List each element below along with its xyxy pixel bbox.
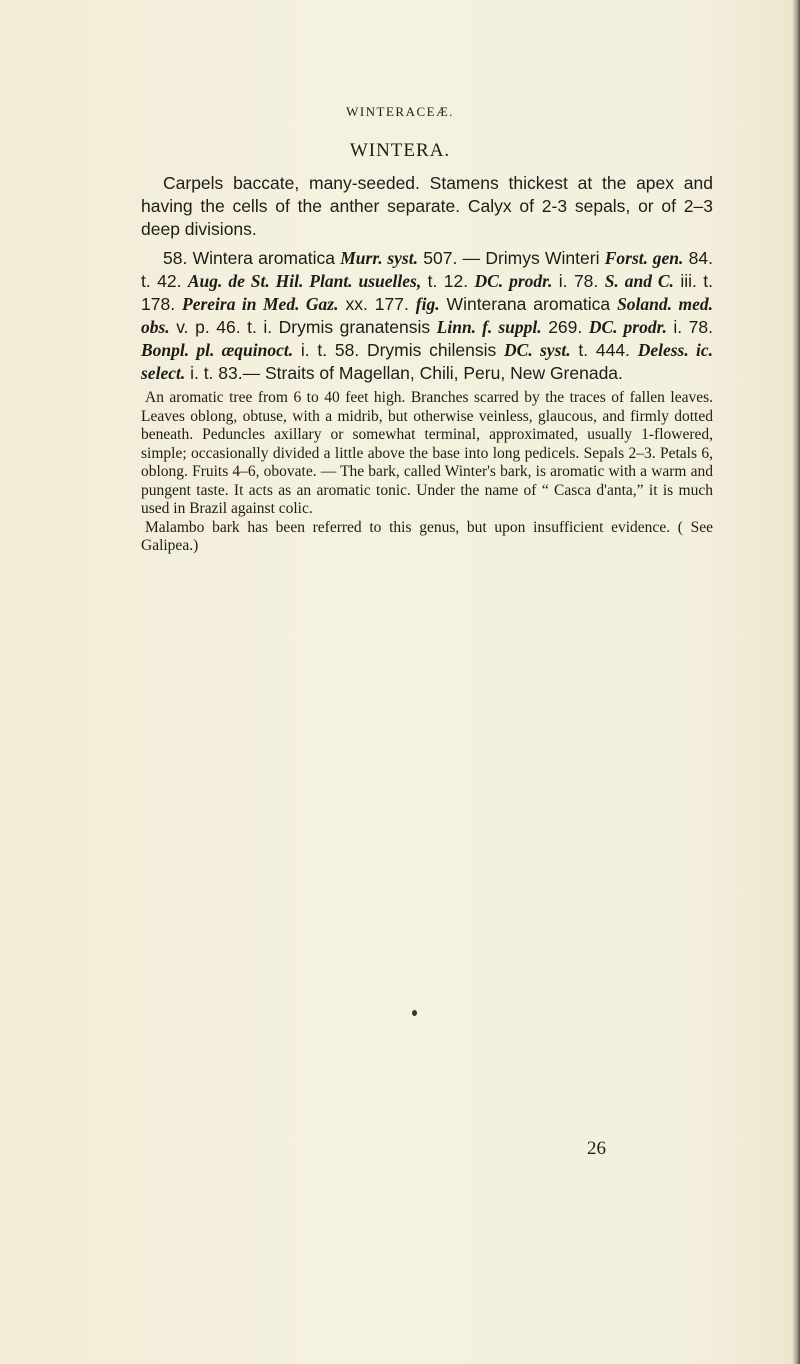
page-number: 26 <box>587 1138 606 1159</box>
citation: Forst. gen. <box>604 248 684 268</box>
genus-note: Malambo bark has been referred to this genus, but upon insufficient evidence. ( See Galipea.) <box>141 518 713 554</box>
citation: Linn. f. suppl. <box>436 317 542 337</box>
citation: fig. <box>415 294 440 314</box>
citation: Aug. de St. Hil. Plant. usuelles, <box>187 271 422 291</box>
citation: S. and C. <box>604 271 674 291</box>
species-number: 58. <box>163 248 188 268</box>
ink-speck <box>412 1010 417 1016</box>
citation: Deless. ic. select. <box>141 340 713 383</box>
citation: Pereira in Med. Gaz. <box>182 294 339 314</box>
citation: Soland. med. obs. <box>141 294 713 337</box>
text-body <box>141 172 713 556</box>
citation: Murr. syst. <box>340 248 418 268</box>
species-description: An aromatic tree from 6 to 40 feet high. Branches scarred by the traces of fallen leaves. Leaves oblong, obtuse, with a midrib, but otherwise veinless, glaucous, and firmly dotted beneath. Peduncles axillary or somewhat terminal, approximated, usually 1-flowered, simple; occasionally divided a little above the base into long pedicels. Sepals 2–3. Petals 6, oblong. Fruits 4–6, obovate. — The bark, called Winter's bark, is aromatic with a warm and pungent taste. It acts as an aromatic tonic. Under the name of “ Casca d'anta,” it is much used in Brazil against colic. <box>141 389 713 517</box>
citation: Bonpl. pl. æquinoct. <box>141 340 294 360</box>
citation: DC. prodr. <box>588 317 667 337</box>
citation: DC. prodr. <box>474 271 553 291</box>
species-entry: 58. Wintera aromatica Murr. syst. 507. — Drimys Winteri Forst. gen. 84. t. 42. Aug. de St. Hil. Plant. usuelles, t. 12. DC. prodr. i. 78. S. and C. iii. t. 178. Pereira in Med. Gaz. xx. 177. fig. Winterana aromatica Soland. med. obs. v. p. 46. t. i. Drymis granatensis Linn. f. suppl. 269. DC. prodr. i. 78. Bonpl. pl. æquinoct. i. t. 58. Drymis chilensis DC. syst. t. 444. Deless. ic. select. i. t. 83.— Straits of Magellan, Chili, Peru, New Grenada. <box>141 248 714 383</box>
citation: DC. syst. <box>504 340 571 360</box>
genus-title: WINTERA. <box>349 140 451 161</box>
genus-character: Carpels baccate, many-seeded. Stamens thickest at the apex and having the cells of the anther separate. Calyx of 2-3 sepals, or of 2–3 deep divisions. <box>141 173 713 239</box>
page-edge-shadow <box>792 0 800 1364</box>
running-head: WINTERACEÆ. <box>346 104 454 119</box>
